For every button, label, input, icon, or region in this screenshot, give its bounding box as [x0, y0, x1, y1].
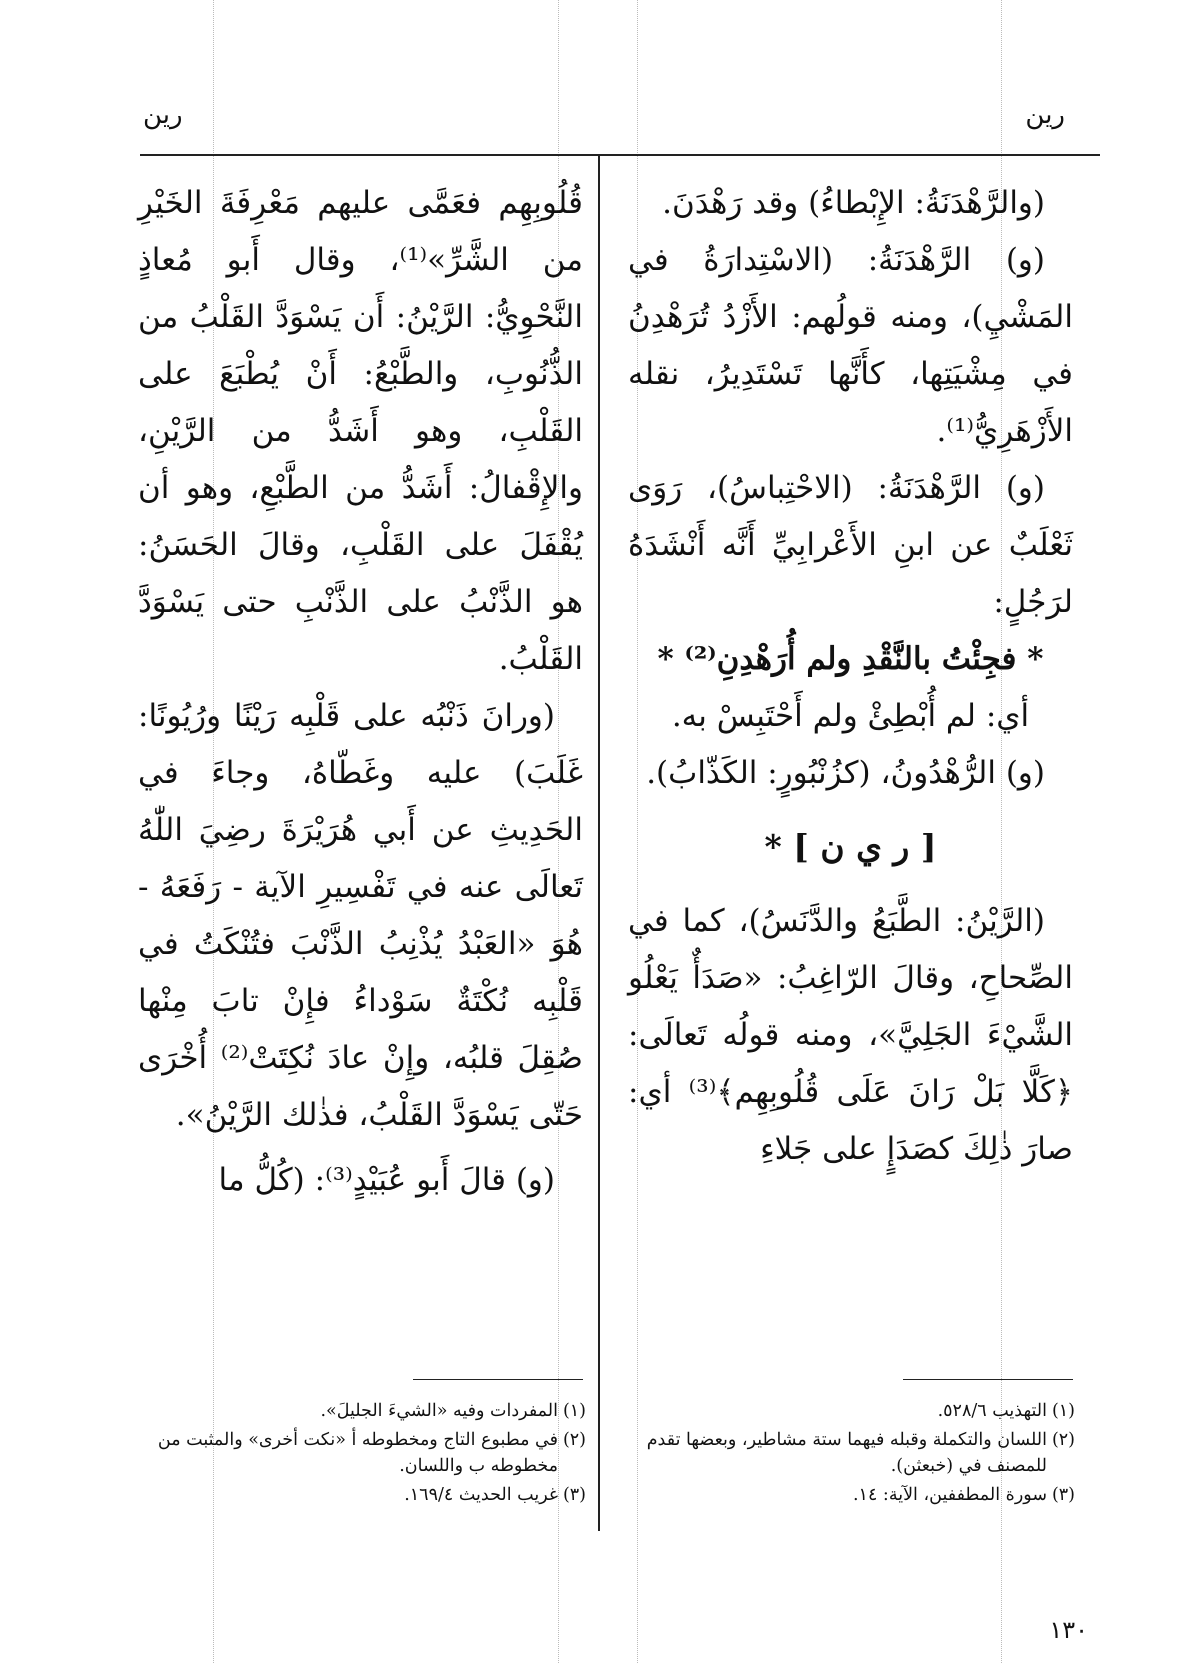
entry-paragraph: (ورانَ ذَنْبُه على قَلْبِه رَيْنًا ورُيُونًا: غَلَبَ) عليه وغَطّاهُ، وجاءَ في الحَدِيثِ عن أَبي هُرَيْرَةَ رضِيَ اللّٰهُ تَعالَى عنه في تَفْسِيرِ الآية - رَفَعَهُ - هُوَ «العَبْدُ يُذْنِبُ الذَّنْبَ فتُنْكَتُ في قَلْبِه نُكْتَةٌ سَوْداءُ فإِنْ تابَ مِنْها صُقِلَ قلبُه، وإِنْ عادَ نُكِتَتْ⁽²⁾ أُخْرَى حَتّى يَسْوَدَّ القَلْبُ، فذٰلك الرَّيْنُ».	[138, 698, 583, 1133]
footnote-text: التهذيب ٥٢٨/٦.	[937, 1401, 1047, 1421]
verse-gloss: أي: لم أُبْطِئْ ولم أَحْتَبِسْ به.	[671, 698, 1030, 734]
entry-paragraph: (و) الرَّهْدَنَةُ: (الاسْتِدارَةُ في المَشْيِ)، ومنه قولُهم: الأَزْدُ تُرَهْدِنُ في مِشْيَتِها، كأَنَّها تَسْتَدِيرُ، نقله الأَزْهَرِيُّ⁽¹⁾.	[628, 242, 1073, 449]
footnote-number: (١)	[1051, 1401, 1075, 1421]
entry-heading: [ ر ي ن ] *	[764, 827, 937, 866]
footnote	[625, 1398, 1075, 1424]
footnote	[625, 1482, 1075, 1508]
footnote	[625, 1427, 1075, 1479]
footnote-text: في مطبوع التاج ومخطوطه أ «نكت أخرى» والمثبت من مخطوطه ب واللسان.	[157, 1430, 558, 1476]
left-column	[138, 175, 583, 1209]
footnote-number: (٣)	[1051, 1485, 1075, 1505]
footnote-number: (٣)	[562, 1485, 586, 1505]
footnote	[136, 1427, 586, 1479]
footnote-rule	[413, 1379, 583, 1380]
footnote-number: (١)	[562, 1401, 586, 1421]
page-number: ١٣٠	[1049, 1616, 1088, 1644]
footnotes-left	[136, 1398, 586, 1511]
footnote-text: اللسان والتكملة وقبله فيهما ستة مشاطير، وبعضها تقدم للمصنف في (خبعثن).	[646, 1430, 1047, 1476]
footnote-rule	[903, 1379, 1073, 1380]
right-column	[628, 175, 1073, 1178]
running-head-left: رين	[143, 100, 183, 130]
entry-paragraph: قُلُوبِهِم فعَمَّى عليهم مَعْرِفَةَ الخَيْرِ من الشَّرِّ»⁽¹⁾، وقال أَبو مُعاذٍ النَّحْوِيُّ: الرَّيْنُ: أَن يَسْوَدَّ القَلْبُ من الذُّنُوبِ، والطَّبْعُ: أَنْ يُطْبَعَ على القَلْبِ، وهو أَشَدُّ من الرَّيْنِ، والإِقْفالُ: أَشَدُّ من الطَّبْعِ، وهو أن يُقْفَلَ على القَلْبِ، وقالَ الحَسَنُ: هو الذَّنْبُ على الذَّنْبِ حتى يَسْوَدَّ القَلْبُ.	[138, 185, 583, 677]
entry-paragraph: (و) الرَّهْدَنَةُ: (الاحْتِباسُ)، رَوَى ثَعْلَبٌ عن ابنِ الأَعْرابِيِّ أَنَّه أَنْشَدَهُ لرَجُلٍ:	[628, 470, 1073, 620]
footnote-text: سورة المطففين، الآية: ١٤.	[852, 1485, 1047, 1505]
poetry-verse: * فجِئْتُ بالنَّقْدِ ولم أُرَهْدِنِ⁽²⁾ *	[657, 641, 1044, 677]
column-divider	[598, 156, 600, 1531]
entry-paragraph: (و) قالَ أَبو عُبَيْدٍ⁽³⁾: (كُلُّ ما	[218, 1162, 555, 1198]
entry-paragraph: (والرَّهْدَنَةُ: الإِبْطاءُ) وقد رَهْدَنَ.	[662, 185, 1045, 221]
footnote	[136, 1482, 586, 1508]
footnote-text: غريب الحديث ١٦٩/٤.	[404, 1485, 558, 1505]
footnote-number: (٢)	[562, 1430, 586, 1450]
running-head-right: رين	[1025, 100, 1065, 130]
footnote-number: (٢)	[1051, 1430, 1075, 1450]
footnote-text: المفردات وفيه «الشيءَ الجليلَ».	[320, 1401, 558, 1421]
header-rule	[140, 154, 1100, 156]
footnote	[136, 1398, 586, 1424]
footnotes-right	[625, 1398, 1075, 1511]
entry-paragraph: (و) الرُّهْدُونُ، (كزُنْبُورٍ: الكَذّابُ).	[646, 755, 1045, 791]
entry-paragraph: (الرَّيْنُ: الطَّبَعُ والدَّنَسُ)، كما في الصِّحاحِ، وقالَ الرّاغِبُ: «صَدَأٌ يَعْلُو الشَّيْءَ الجَلِيَّ»، ومنه قولُه تَعالَى: ﴿كَلَّا بَلْ رَانَ عَلَى قُلُوبِهِم﴾⁽³⁾ أي: صارَ ذٰلِكَ كصَدَإٍ على جَلاءِ	[628, 903, 1073, 1167]
